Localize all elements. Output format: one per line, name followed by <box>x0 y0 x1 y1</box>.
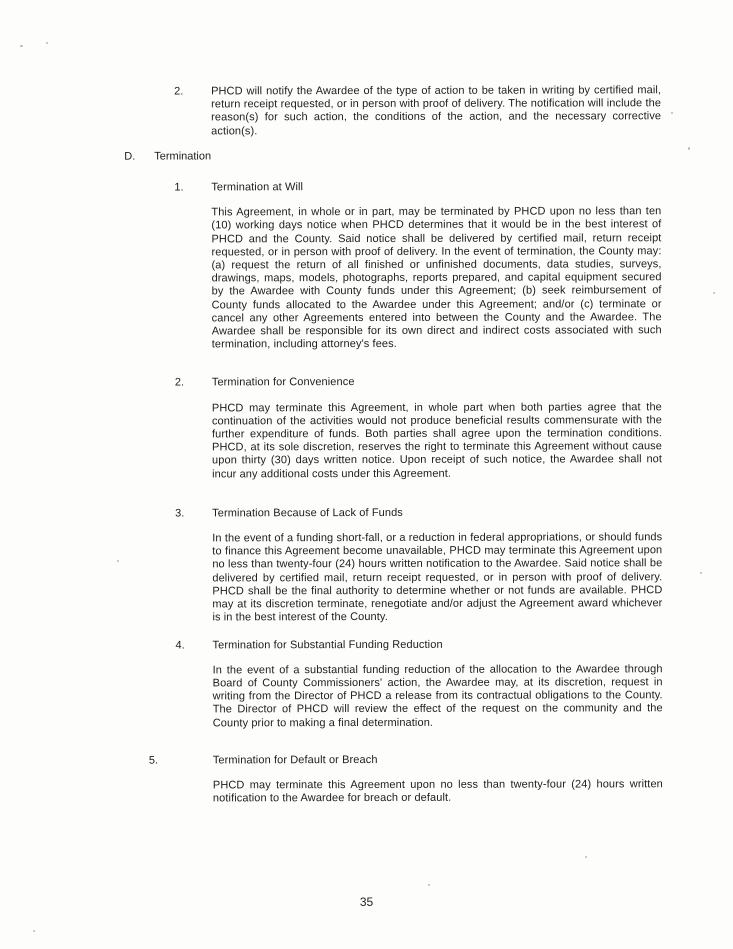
item-heading: Termination Because of Lack of Funds <box>212 506 403 520</box>
termination-item-3 <box>175 506 733 625</box>
item-heading: Termination for Default or Breach <box>212 753 378 767</box>
clause-number: 2. <box>174 85 184 98</box>
item-number: 3. <box>175 507 185 520</box>
item-heading: Termination at Will <box>211 181 304 194</box>
item-heading-row <box>176 638 733 653</box>
termination-item-2 <box>175 375 733 481</box>
termination-item-5 <box>149 753 733 806</box>
item-heading-row <box>174 180 732 195</box>
scan-artifact <box>585 856 587 858</box>
item-number: 4. <box>175 638 185 652</box>
item-body: In the event of a funding short-fall, or a reduction in federal appropriations, or should funds to finance this Agreement become unavailable, PHCD may terminate this Agreement upon no less than twenty-four (24) hours written notification to the Awardee. Said notice shall be delivered by certified mail, return receipt requested, or in person with proof of delivery. PHCD shall be the final authority to determine whether or not funds are available. PHCD may at its discretion terminate, renegotiate and/or adjust the Agreement award whichever is in the best interest of the County. <box>212 531 663 624</box>
page-number: 35 <box>359 895 374 909</box>
notification-clause <box>174 84 732 138</box>
clause-text: PHCD will notify the Awardee of the type of action to be taken in writing by certified mail, return receipt requested, or in person with proof of delivery. The notification will include the reason(s) for such action, the conditions of the action, and the necessary corrective action(s). <box>211 84 662 138</box>
item-heading-row <box>149 753 733 768</box>
scan-artifact <box>713 292 715 294</box>
item-number: 5. <box>148 754 159 767</box>
scan-artifact <box>688 147 690 150</box>
termination-item-4 <box>176 638 733 731</box>
section-title: Termination <box>154 150 212 163</box>
document-content <box>0 84 733 806</box>
scan-artifact <box>428 884 430 886</box>
scan-artifact <box>33 930 35 932</box>
item-body: PHCD may terminate this Agreement upon no less than twenty-four (24) hours written notification to the Awardee for breach or default. <box>212 778 663 805</box>
item-body: In the event of a substantial funding reduction of the allocation to the Awardee through Board of County Commissioners' action, the Awardee may, at its discretion, request in writing from the Director of PHCD a release from its contractual obligations to the County. The Director of PHCD will review the effect of the request on the community and the County prior to making a final determination. <box>212 662 663 729</box>
item-body: This Agreement, in whole or in part, may be terminated by PHCD upon no less than ten (10) working days notice when PHCD determines that it would be in the best interest of PHCD and the County. Said notice shall be delivered by certified mail, return receipt requested, or in person with proof of delivery. In the event of termination, the County may: (a) request the return of all finished or unfinished documents, data studies, surveys, drawings, maps, models, photographs, reports prepared, and capital equipment secured by the Awardee with County funds under this Agreement; (b) seek reimbursement of County funds allocated to the Awardee under this Agreement; and/or (c) terminate or cancel any other Agreements entered into between the County and the Awardee. The Awardee shall be responsible for its own direct and indirect costs associated with such termination, including attorney's fees. <box>211 205 662 351</box>
scan-artifact <box>117 560 119 562</box>
item-heading-row <box>175 506 733 521</box>
section-heading <box>124 149 732 164</box>
scan-artifact <box>46 42 48 44</box>
scan-artifact <box>671 112 673 114</box>
item-heading-row <box>175 375 733 390</box>
item-number: 1. <box>174 181 184 194</box>
item-heading: Termination for Substantial Funding Reduction <box>212 638 443 651</box>
scan-artifact <box>700 572 702 574</box>
item-body: PHCD may terminate this Agreement, in whole part when both parties agree that the continuation of the activities would not produce beneficial results commensurate with the further expenditure of funds. Both parties shall agree upon the termination conditions. PHCD, at its sole discretion, reserves the right to terminate this Agreement without cause upon thirty (30) days written notice. Upon receipt of such notice, the Awardee shall not incur any additional costs under this Agreement. <box>211 400 663 481</box>
scan-artifact <box>20 45 23 47</box>
termination-item-1 <box>174 180 732 352</box>
item-heading: Termination for Convenience <box>211 376 355 389</box>
item-number: 2. <box>174 376 185 389</box>
section-letter: D. <box>124 150 136 163</box>
